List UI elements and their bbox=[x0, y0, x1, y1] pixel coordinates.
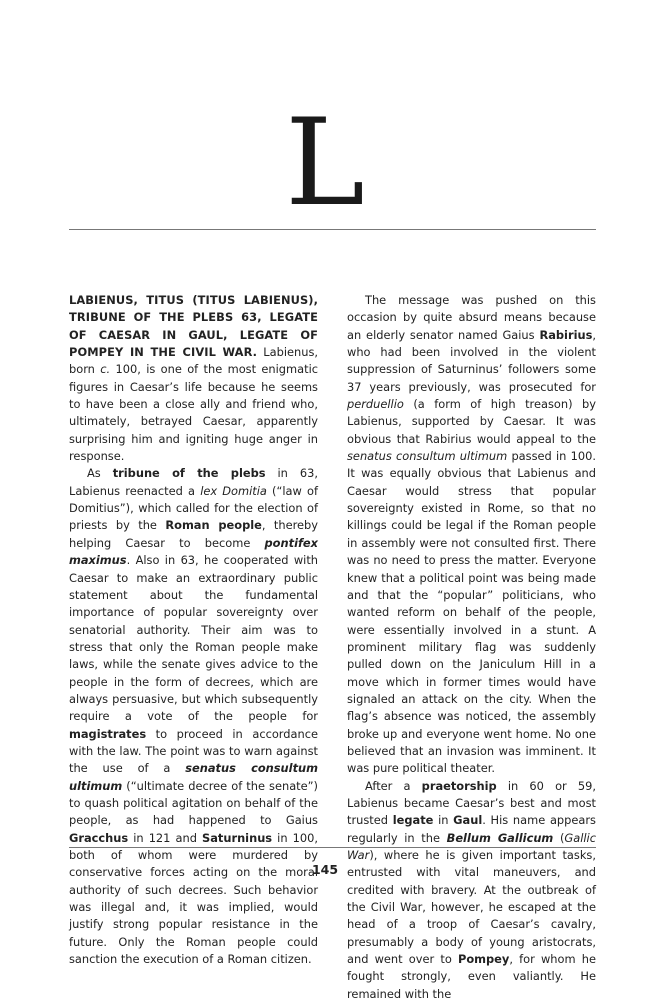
text-run: . His name appears regularly in the bbox=[347, 813, 596, 845]
text-run: passed in 100. It was equally obvious that Labienus and Caesar would stress that popular sovereignty existed in Rome, so that no killings could be legal if the Roman people in assembly were not consulted first. There was no need to press the matter. Everyone knew that a political point was being made and that the “popular” politicians, who wanted reform on behalf of the people, were essentially involved in a stunt. A prominent military flag was suddenly pulled down on the Janiculum Hill in a move which in former times would have signaled an attack on the city. When the flag’s absence was noticed, the assembly broke up and everyone went home. No one believed that an invasion was imminent. It was pure political theater. bbox=[347, 449, 596, 776]
text-run: , who had been involved in the violent suppression of Saturninus’ followers some 37 years previously, was prosecuted for bbox=[347, 327, 596, 394]
entry-paragraph-3 bbox=[347, 292, 596, 778]
entry-paragraph-4 bbox=[347, 778, 596, 1003]
text-run: ( bbox=[553, 830, 565, 845]
text-run: Labienus, born bbox=[69, 345, 319, 377]
right-column bbox=[347, 292, 596, 1003]
cross-reference: pontifex maximus bbox=[69, 535, 318, 568]
cross-reference: praetorship bbox=[421, 778, 497, 793]
text-run: . Also in 63, he cooperated with Caesar to make an extraordinary public statement about the fundamental importance of popular sovereignty over senatorial authority. Their aim was to stress that only the Roman people make laws, while the senate gives advice to the people in the form of decrees, which are always persuasive, but which subsequently require a vote of the people for bbox=[69, 553, 318, 724]
text-run: (a form of high treason) by Labienus, supported by Caesar. It was obvious that Rabirius would appeal to the bbox=[347, 397, 596, 446]
italic-run: c. bbox=[100, 362, 111, 377]
cross-reference: magistrates bbox=[69, 726, 147, 741]
cross-reference: Pompey bbox=[457, 952, 510, 967]
cross-reference: legate bbox=[392, 813, 434, 828]
text-run: in bbox=[433, 813, 454, 828]
entry-paragraph-1 bbox=[69, 292, 318, 465]
entry-paragraph-2 bbox=[69, 465, 318, 968]
italic-run: lex Domitia bbox=[200, 483, 267, 498]
text-run: The message was pushed on this occasion by quite absurd means because an elderly senator named Gaius bbox=[347, 293, 596, 342]
text-run: in 100, both of whom were murdered by conservative forces acting on the moral authority of such decrees. Such behavior was illegal and, it was implied, would justify strong popular resistance in the future. Only the Roman people could sanction the execution of a Roman citizen. bbox=[69, 830, 318, 967]
entry-heading: LABIENUS, TITUS (TITUS LABIENUS), TRIBUNE OF THE PLEBS 63, LEGATE OF CAESAR IN GAUL, LEGATE OF POMPEY IN THE CIVIL WAR. bbox=[69, 293, 318, 360]
text-run: , thereby helping Caesar to become bbox=[69, 518, 318, 550]
text-run: As bbox=[87, 466, 113, 481]
cross-reference: Gracchus bbox=[69, 830, 129, 845]
cross-reference: tribune of the plebs bbox=[112, 466, 266, 481]
text-run: ), where he is given important tasks, entrusted with vital maneuvers, and credited with bravery. At the outbreak of the Civil War, however, he escaped at the head of a troop of Caesar’s cavalry, presumably a body of young aristocrats, and went over to bbox=[347, 848, 596, 967]
text-run: , for whom he fought strongly, even valiantly. He remained with the bbox=[347, 952, 596, 1001]
text-run: (“law of Domitius”), which called for the election of priests by the bbox=[69, 483, 318, 533]
page-number: 145 bbox=[311, 862, 339, 877]
text-run: in 60 or 59, Labienus became Caesar’s best and most trusted bbox=[347, 778, 596, 828]
text-run: to proceed in accordance with the law. The point was to warn against the use of a bbox=[69, 726, 318, 776]
italic-run: senatus consultum ultimum bbox=[347, 449, 508, 464]
top-divider bbox=[69, 229, 596, 230]
text-run: in 121 and bbox=[128, 830, 203, 845]
cross-reference: Rabirius bbox=[539, 327, 593, 342]
italic-run: Gallic War bbox=[347, 830, 596, 862]
text-run: 100, is one of the most enigmatic figures in Caesar’s life because he seems to have been a close ally and friend who, ultimately, betrayed Caesar, apparently surprising him and igniting huge anger in response. bbox=[69, 362, 319, 464]
cross-reference: senatus consultum ultimum bbox=[69, 761, 318, 793]
cross-reference: Roman people bbox=[165, 518, 262, 533]
italic-run: perduellio bbox=[347, 397, 404, 412]
cross-reference: Saturninus bbox=[202, 830, 273, 845]
section-letter: L bbox=[285, 94, 365, 233]
cross-reference: Bellum Gallicum bbox=[446, 830, 554, 845]
text-run: (“ultimate decree of the senate”) to quash political agitation on behalf of the people, as had happened to Gaius bbox=[69, 778, 318, 828]
text-run: in 63, Labienus reenacted a bbox=[69, 466, 318, 498]
bottom-divider bbox=[69, 847, 596, 848]
text-run: After a bbox=[365, 778, 422, 793]
cross-reference: Gaul bbox=[453, 813, 483, 828]
